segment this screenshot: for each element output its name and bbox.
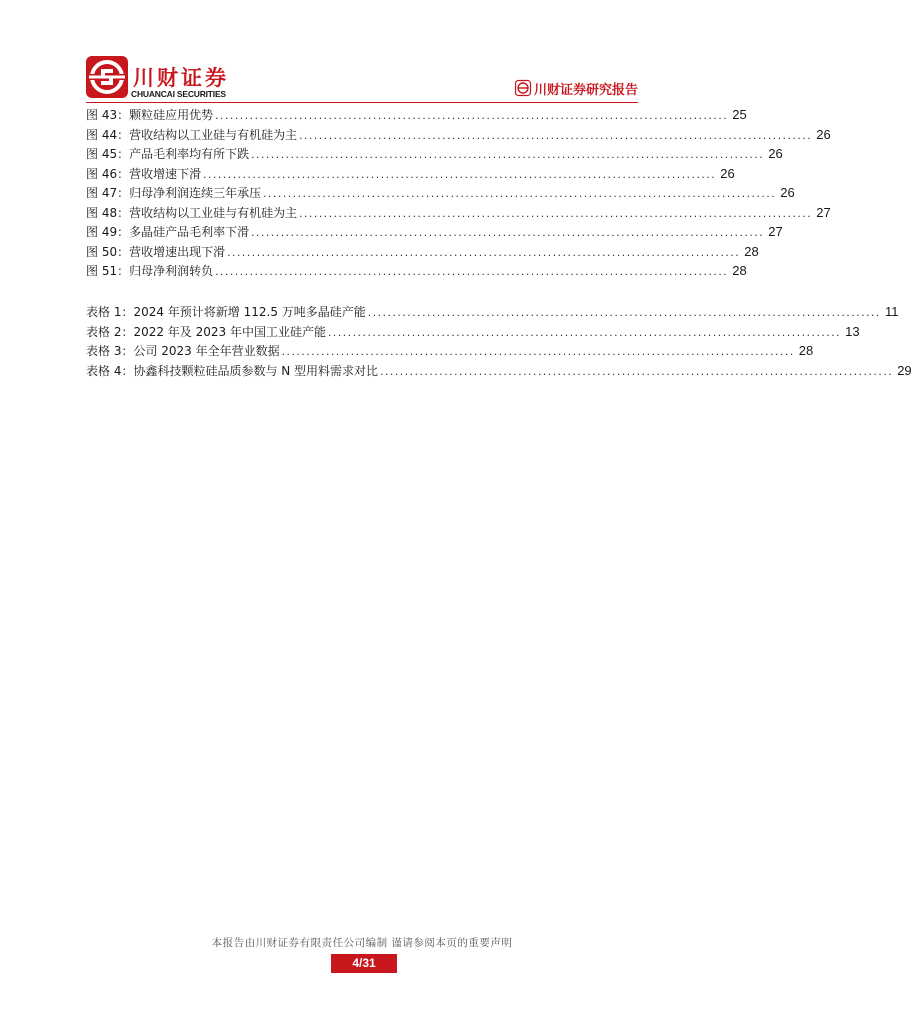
header-divider [86,102,638,103]
toc-row[interactable] [86,261,747,281]
toc-entry-label: 表格 2：2022 年及 2023 年中国工业硅产能 [86,324,326,339]
toc-row[interactable] [86,125,831,145]
toc-leader-dots: ........................................................................................................ [299,205,813,220]
toc-entry-page: 26 [816,126,831,142]
toc-entry-page: 28 [732,263,747,278]
report-label-text: 川财证券研究报告 [533,82,638,98]
toc-leader-dots: ........................................................................................................ [251,147,765,161]
toc-leader-dots: ........................................................................................................ [227,244,741,259]
toc-leader-dots: ........................................................................................................ [215,264,729,278]
toc-row[interactable] [86,144,783,164]
page-header [0,0,724,106]
logo-chinese-name: 川财证券 [133,66,229,90]
toc-entry-label: 表格 1：2024 年预计将新增 112.5 万吨多晶硅产能 [86,305,366,319]
toc-entry-label: 图 49：多晶硅产品毛利率下滑 [86,225,250,239]
toc-entry-label: 图 51：归母净利润转负 [86,264,214,278]
table-list [86,302,912,380]
toc-entry-label: 表格 4：协鑫科技颗粒硅品质参数与 N 型用料需求对比 [86,363,379,378]
toc-leader-dots: ........................................................................................................ [367,305,881,319]
toc-row[interactable] [86,105,747,125]
toc-entry-page: 11 [884,304,899,319]
toc-row[interactable] [86,183,795,203]
toc-leader-dots: ........................................................................................................ [215,108,729,122]
toc-leader-dots: ........................................................................................................ [251,225,765,239]
toc-entry-page: 28 [744,243,759,259]
toc-entry-page: 28 [798,343,814,358]
toc-row[interactable] [86,222,783,242]
toc-leader-dots: ........................................................................................................ [299,127,813,142]
toc-row[interactable] [86,341,814,361]
page-number: 4/31 [331,954,397,973]
toc-entry-page: 27 [816,204,831,220]
toc-entry-page: 25 [732,107,747,122]
toc-entry-label: 图 48：营收结构以工业硅与有机硅为主 [86,205,298,220]
toc-row[interactable] [86,203,831,223]
toc-leader-dots: ........................................................................................................ [327,324,842,339]
toc-entry-page: 13 [845,323,860,339]
toc-leader-dots: ........................................................................................................ [203,166,717,181]
toc-entry-page: 27 [768,224,783,239]
toc-entry-label: 图 44：营收结构以工业硅与有机硅为主 [86,127,298,142]
toc-entry-label: 表格 3：公司 2023 年全年营业数据 [86,344,280,358]
toc-entry-page: 26 [768,146,783,161]
toc-row[interactable] [86,302,899,322]
small-logo-icon [515,80,531,96]
chuancai-logo-icon [86,56,128,98]
toc-entry-page: 29 [897,362,912,378]
toc-entry-page: 26 [720,165,735,181]
toc-entry-label: 图 46：营收增速下滑 [86,166,202,181]
toc-leader-dots: ........................................................................................................ [281,344,795,358]
toc-row[interactable] [86,164,735,184]
toc-row[interactable] [86,322,860,342]
toc-entry-label: 图 50：营收增速出现下滑 [86,244,226,259]
toc-entry-page: 26 [780,185,795,200]
toc-leader-dots: ........................................................................................................ [263,186,777,200]
disclaimer-note: 本报告由川财证券有限责任公司编制 谨请参阅本页的重要声明 [211,937,513,949]
logo-english-name: CHUANCAI SECURITIES [131,89,226,99]
toc-entry-label: 图 43：颗粒硅应用优势 [86,108,214,122]
toc-leader-dots: ........................................................................................................ [380,363,894,378]
report-label [515,78,638,98]
toc-entry-label: 图 45：产品毛利率均有所下跌 [86,147,250,161]
toc-row[interactable] [86,361,912,381]
figure-list [86,105,831,281]
toc-entry-label: 图 47：归母净利润连续三年承压 [86,186,262,200]
toc-row[interactable] [86,242,759,262]
